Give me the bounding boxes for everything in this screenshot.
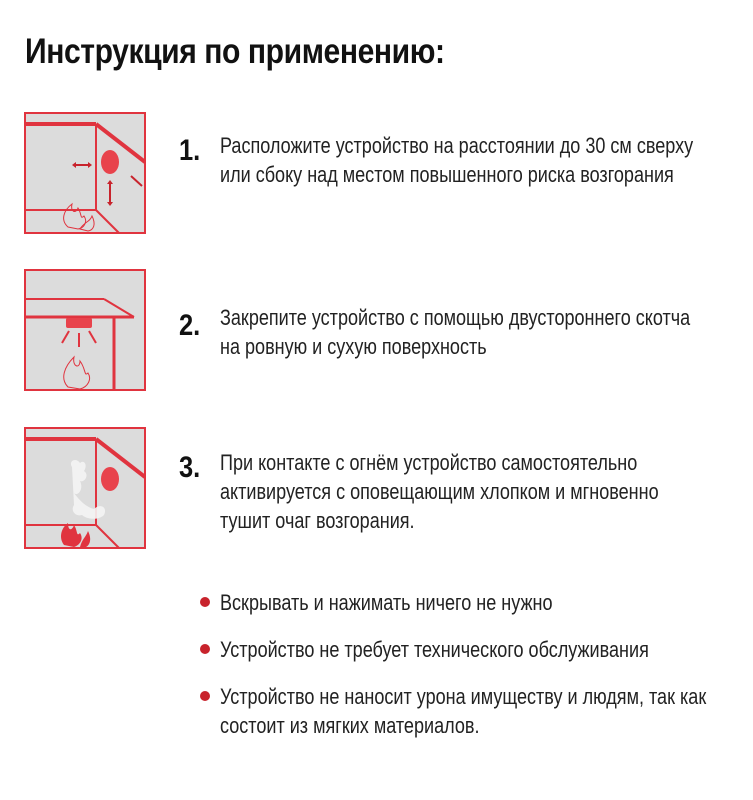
step-text: Закрепите устройство с помощью двустороннего скотча на ровную и сухую поверхность xyxy=(220,305,691,359)
list-item xyxy=(200,635,753,664)
fire-activation-icon xyxy=(24,427,146,549)
ceiling-mount-icon xyxy=(24,269,146,391)
feature-list xyxy=(200,588,753,758)
bullet-dot-icon xyxy=(200,597,210,607)
step-number: 3. xyxy=(179,451,201,484)
list-item xyxy=(200,682,753,740)
page-title: Инструкция по применению: xyxy=(25,32,445,71)
step-text: Расположите устройство на расстоянии до 30 см сверху или сбоку над местом повышенного риска возгорания xyxy=(220,133,694,187)
bullet-text: Устройство не требует технического обслуживания xyxy=(220,637,649,662)
bullet-dot-icon xyxy=(200,644,210,654)
list-item xyxy=(200,588,753,617)
step-number: 1. xyxy=(179,134,201,167)
bullet-text: Устройство не наносит урона имуществу и людям, так как состоит из мягких материалов. xyxy=(220,684,707,738)
step-number: 2. xyxy=(179,309,201,342)
wall-mount-distance-icon xyxy=(24,112,146,234)
bullet-text: Вскрывать и нажимать ничего не нужно xyxy=(220,590,553,615)
bullet-dot-icon xyxy=(200,691,210,701)
step-text: При контакте с огнём устройство самостоятельно активируется с оповещающим хлопком и мгновенно тушит очаг возгорания. xyxy=(220,450,659,533)
